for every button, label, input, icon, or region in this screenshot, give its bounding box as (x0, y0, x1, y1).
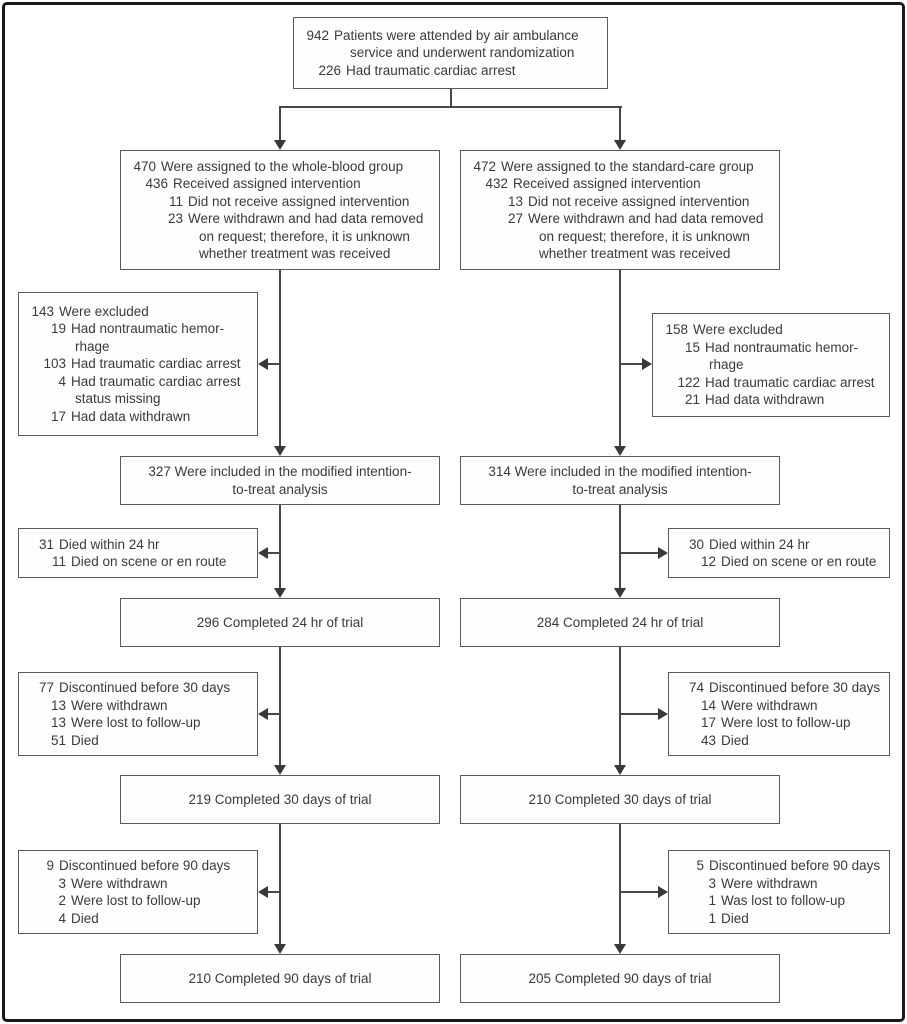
box-completed-24hr-standard-care (460, 598, 780, 647)
row-count: 470 (133, 158, 156, 174)
box-row (28, 679, 251, 697)
completed-label: 205 Completed 90 days of trial (528, 970, 712, 986)
row-count: 436 (145, 176, 168, 191)
arrow-down-icon (274, 588, 286, 598)
mitt-line-1: 327 Were included in the modified intention- (148, 464, 412, 479)
spine-whole-blood-to-90days (279, 824, 281, 946)
row-label: Were withdrawn (721, 697, 818, 713)
row-label: whether treatment was received (199, 246, 391, 261)
row-count: 77 (38, 680, 54, 695)
row-count: 942 (306, 27, 329, 43)
row-count: 27 (507, 211, 523, 226)
box-row (678, 553, 883, 571)
row-label: Died (721, 910, 749, 926)
box-row (28, 857, 251, 875)
row-label: Did not receive assigned intervention (188, 193, 410, 209)
box-row (130, 228, 433, 246)
row-count: 15 (684, 339, 700, 355)
row-label: service and underwent randomization (350, 45, 575, 61)
box-row (678, 892, 883, 910)
branch-excluded-standard-care (621, 363, 644, 365)
arrow-down-icon (614, 944, 626, 954)
box-completed-24hr-whole-blood (120, 598, 440, 647)
box-row (678, 875, 883, 893)
spine-standard-care-to-mitt (619, 270, 621, 448)
row-count: 17 (50, 408, 66, 424)
row-count: 31 (38, 536, 54, 552)
box-enrollment (293, 17, 608, 89)
row-count: 13 (507, 193, 523, 209)
arrow-left-icon (258, 886, 268, 898)
arrow-down-icon (274, 140, 286, 150)
row-label: Were excluded (59, 303, 149, 319)
connector-to-standard-care (619, 106, 621, 142)
box-row (303, 44, 601, 62)
arrow-down-icon (614, 446, 626, 456)
box-row (662, 321, 883, 339)
box-row (662, 374, 883, 392)
row-label: rhage (75, 338, 110, 354)
row-label: on request; therefore, it is unknown (539, 228, 750, 244)
box-row (662, 391, 883, 409)
row-label: Discontinued before 90 days (59, 858, 231, 873)
row-count: 3 (708, 875, 716, 891)
box-assigned-whole-blood (120, 150, 440, 270)
arrow-left-icon (258, 708, 268, 720)
box-row (28, 714, 251, 732)
box-row (470, 210, 773, 228)
box-row (28, 553, 251, 571)
arrow-left-icon (258, 358, 268, 370)
arrow-down-icon (274, 446, 286, 456)
box-row (470, 245, 773, 263)
branch-disc30-standard-care (621, 713, 660, 715)
box-row (28, 892, 251, 910)
box-row (678, 714, 883, 732)
row-label: whether treatment was received (539, 246, 731, 261)
spine-whole-blood-to-24hr (279, 505, 281, 590)
box-died-24hr-standard-care (668, 528, 890, 578)
arrow-right-icon (642, 358, 652, 370)
row-count: 21 (684, 392, 700, 408)
connector-to-whole-blood (279, 106, 281, 142)
row-label: Discontinued before 30 days (59, 680, 231, 695)
box-completed-90days-whole-blood (120, 954, 440, 1003)
row-label: Received assigned intervention (513, 176, 701, 191)
row-label: Were withdrawn (721, 875, 818, 891)
arrow-down-icon (614, 588, 626, 598)
row-label: Died within 24 hr (59, 536, 160, 552)
box-row (130, 210, 433, 228)
row-label: Received assigned intervention (173, 176, 361, 191)
row-label: Discontinued before 90 days (709, 858, 881, 873)
row-count: 11 (168, 193, 183, 209)
box-discontinued-90days-whole-blood (18, 850, 258, 934)
spine-standard-care-to-90days (619, 824, 621, 946)
box-discontinued-30days-standard-care (668, 672, 890, 756)
box-row (28, 910, 251, 928)
row-label: Were withdrawn and had data removed (528, 211, 764, 226)
row-label: Was lost to follow-up (721, 893, 846, 908)
box-row (470, 193, 773, 211)
box-row (678, 732, 883, 750)
box-died-24hr-whole-blood (18, 528, 258, 578)
row-label: Died on scene or en route (721, 554, 877, 569)
row-count: 43 (700, 732, 716, 748)
row-label: Were withdrawn (71, 697, 168, 713)
row-label: Were excluded (693, 322, 783, 338)
completed-label: 219 Completed 30 days of trial (188, 791, 372, 807)
box-excluded-whole-blood (18, 292, 258, 436)
box-discontinued-90days-standard-care (668, 850, 890, 934)
box-row (130, 193, 433, 211)
row-label: Had traumatic cardiac arrest (346, 62, 516, 78)
arrow-down-icon (274, 944, 286, 954)
row-label: Patients were attended by air ambulance (334, 27, 579, 43)
row-count: 4 (58, 373, 66, 389)
box-row (662, 339, 883, 357)
row-label: on request; therefore, it is unknown (199, 228, 410, 244)
arrow-right-icon (658, 886, 668, 898)
box-mitt-whole-blood (120, 456, 440, 505)
row-count: 51 (50, 732, 66, 748)
box-row (678, 910, 883, 928)
spine-standard-care-to-24hr (619, 505, 621, 590)
row-count: 122 (677, 374, 700, 390)
row-label: Were withdrawn (71, 875, 168, 891)
row-label: Died within 24 hr (709, 536, 810, 552)
row-label: Did not receive assigned intervention (528, 193, 750, 209)
row-label: Died (721, 732, 749, 748)
row-count: 13 (50, 715, 66, 730)
box-discontinued-30days-whole-blood (18, 672, 258, 756)
box-row (28, 373, 251, 391)
row-count: 13 (50, 697, 66, 713)
row-label: Were lost to follow-up (71, 893, 201, 908)
row-count: 2 (58, 893, 66, 908)
row-label: Were withdrawn and had data removed (188, 211, 424, 226)
box-completed-30days-whole-blood (120, 775, 440, 824)
row-label: Had traumatic cardiac arrest (71, 356, 241, 372)
completed-label: 284 Completed 24 hr of trial (536, 614, 704, 630)
box-row (28, 320, 251, 338)
row-label: Had data withdrawn (71, 408, 191, 424)
arrow-right-icon (658, 547, 668, 559)
connector-randomization-stem (450, 89, 452, 107)
mitt-line-2: to-treat analysis (232, 481, 328, 497)
box-row (28, 390, 251, 408)
box-row (28, 536, 251, 554)
row-label: Had traumatic cardiac arrest (705, 374, 875, 390)
row-label: Discontinued before 30 days (709, 680, 881, 695)
row-label: Died on scene or en route (71, 554, 227, 569)
row-count: 12 (700, 554, 716, 569)
box-row (678, 679, 883, 697)
box-row (303, 62, 601, 80)
box-row (28, 303, 251, 321)
row-label: Had traumatic cardiac arrest (71, 373, 241, 389)
box-row (303, 27, 601, 45)
box-row (470, 175, 773, 193)
box-row (130, 175, 433, 193)
box-row (130, 245, 433, 263)
spine-standard-care-to-30days (619, 647, 621, 767)
arrow-right-icon (658, 708, 668, 720)
row-label: Had data withdrawn (705, 392, 825, 408)
mitt-line-1: 314 Were included in the modified intention- (488, 464, 752, 479)
completed-label: 296 Completed 24 hr of trial (196, 614, 364, 630)
row-count: 103 (43, 356, 66, 372)
row-count: 30 (688, 536, 704, 552)
row-count: 5 (696, 858, 704, 873)
row-count: 14 (700, 697, 716, 713)
spine-whole-blood-to-30days (279, 647, 281, 767)
completed-label: 210 Completed 30 days of trial (528, 791, 712, 807)
arrow-down-icon (614, 140, 626, 150)
row-count: 19 (50, 321, 66, 337)
box-row (28, 732, 251, 750)
row-count: 143 (31, 303, 54, 319)
branch-died-standard-care (621, 552, 660, 554)
row-count: 74 (688, 680, 704, 695)
box-row (662, 356, 883, 374)
arrow-down-icon (614, 765, 626, 775)
row-label: Died (71, 732, 99, 748)
box-completed-90days-standard-care (460, 954, 780, 1003)
row-count: 472 (473, 158, 496, 174)
box-row (678, 697, 883, 715)
mitt-line-2: to-treat analysis (572, 481, 668, 497)
row-count: 158 (665, 322, 688, 338)
box-excluded-standard-care (652, 313, 890, 417)
row-label: Were assigned to the standard-care group (501, 158, 754, 174)
box-row (470, 158, 773, 176)
row-label: status missing (75, 391, 161, 407)
row-count: 3 (58, 875, 66, 891)
box-row (470, 228, 773, 246)
box-row (130, 158, 433, 176)
box-row (678, 536, 883, 554)
spine-whole-blood-to-mitt (279, 270, 281, 448)
box-mitt-standard-care (460, 456, 780, 505)
arrow-down-icon (274, 765, 286, 775)
row-label: Were lost to follow-up (721, 715, 851, 730)
box-completed-30days-standard-care (460, 775, 780, 824)
connector-randomization-split (279, 106, 622, 108)
row-label: Had nontraumatic hemor- (705, 339, 859, 355)
row-count: 226 (318, 62, 341, 78)
row-count: 11 (51, 554, 66, 569)
box-assigned-standard-care (460, 150, 780, 270)
completed-label: 210 Completed 90 days of trial (188, 970, 372, 986)
row-count: 432 (485, 176, 508, 191)
row-label: Died (71, 910, 99, 926)
branch-disc90-standard-care (621, 891, 660, 893)
row-count: 4 (58, 910, 66, 926)
row-label: Were assigned to the whole-blood group (161, 158, 404, 174)
box-row (28, 338, 251, 356)
row-count: 1 (708, 910, 716, 926)
box-row (28, 697, 251, 715)
row-count: 23 (167, 211, 183, 226)
arrow-left-icon (258, 547, 268, 559)
box-row (28, 875, 251, 893)
row-label: Were lost to follow-up (71, 715, 201, 730)
row-label: rhage (709, 357, 744, 373)
row-count: 17 (700, 715, 716, 730)
box-row (28, 408, 251, 426)
row-count: 9 (46, 858, 54, 873)
box-row (678, 857, 883, 875)
box-row (28, 355, 251, 373)
row-count: 1 (708, 893, 716, 908)
row-label: Had nontraumatic hemor- (71, 321, 225, 337)
